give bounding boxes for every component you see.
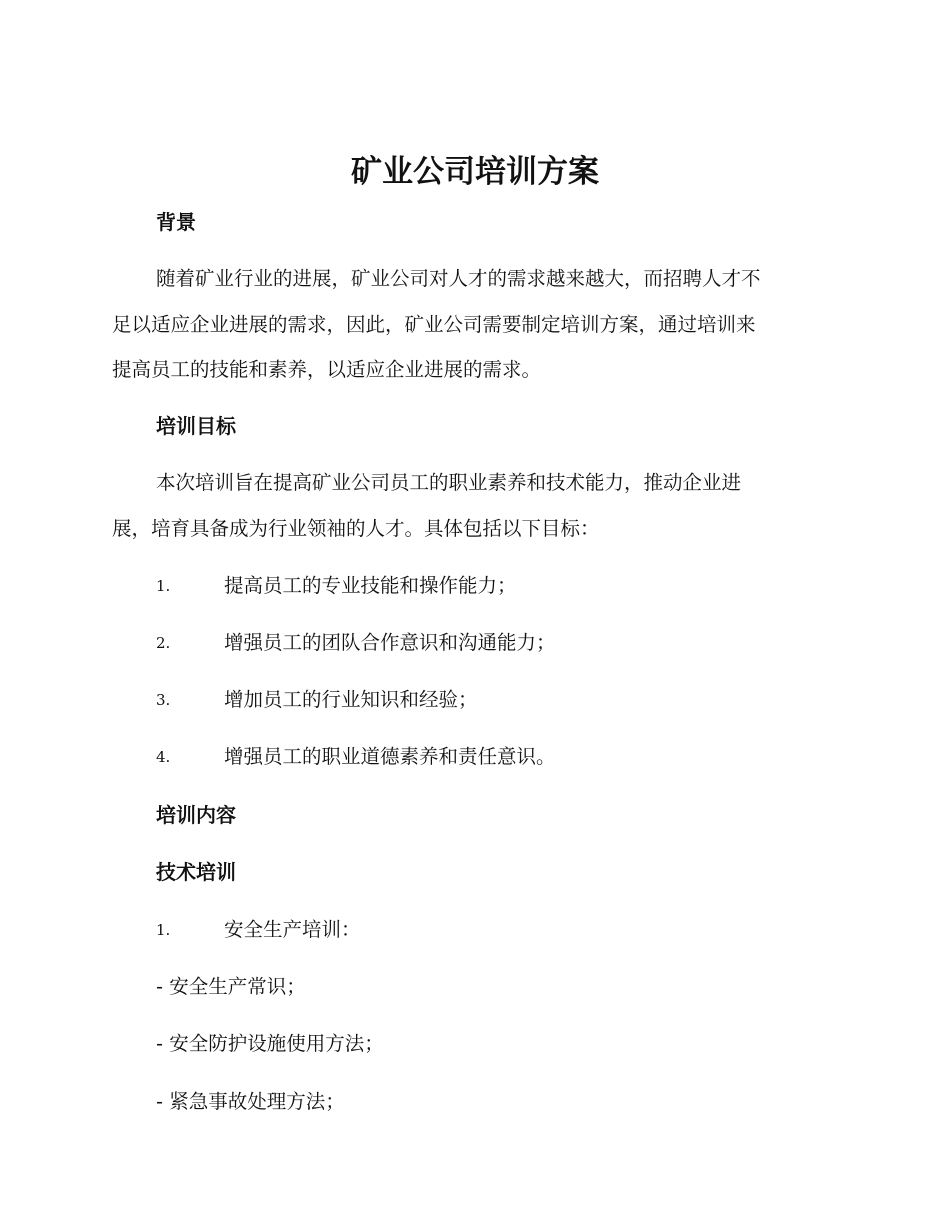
heading-goals: 培训目标 [156, 414, 236, 438]
heading-background: 背景 [156, 210, 196, 234]
paragraph-background [112, 256, 832, 393]
sub-list-item: - 安全生产常识； [156, 975, 306, 998]
list-text: 增强员工的职业道德素养和责任意识。 [224, 745, 556, 768]
list-text: 增加员工的行业知识和经验； [224, 688, 478, 711]
paragraph-line: 展，培育具备成为行业领袖的人才。具体包括以下目标： [112, 516, 600, 540]
list-number: 3. [156, 691, 171, 709]
document-title: 矿业公司培训方案 [351, 154, 599, 190]
list-text: 安全生产培训： [224, 918, 361, 941]
paragraph-goals [112, 460, 832, 551]
list-number: 2. [156, 634, 171, 652]
sub-list-item: - 安全防护设施使用方法； [156, 1032, 384, 1055]
paragraph-line: 随着矿业行业的进展，矿业公司对人才的需求越来越大，而招聘人才不 [156, 267, 761, 290]
paragraph-line: 本次培训旨在提高矿业公司员工的职业素养和技术能力，推动企业进 [156, 471, 742, 494]
sub-list-item: - 紧急事故处理方法； [156, 1090, 345, 1113]
list-number: 1. [156, 577, 171, 595]
heading-content: 培训内容 [156, 803, 236, 827]
list-number: 4. [156, 748, 171, 766]
paragraph-line: 提高员工的技能和素养，以适应企业进展的需求。 [112, 358, 542, 381]
paragraph-line: 足以适应企业进展的需求，因此，矿业公司需要制定培训方案，通过培训来 [112, 312, 756, 336]
list-text: 增强员工的团队合作意识和沟通能力； [224, 631, 556, 654]
heading-technical-training: 技术培训 [156, 860, 236, 884]
list-number: 1. [156, 921, 171, 939]
list-text: 提高员工的专业技能和操作能力； [224, 574, 517, 597]
